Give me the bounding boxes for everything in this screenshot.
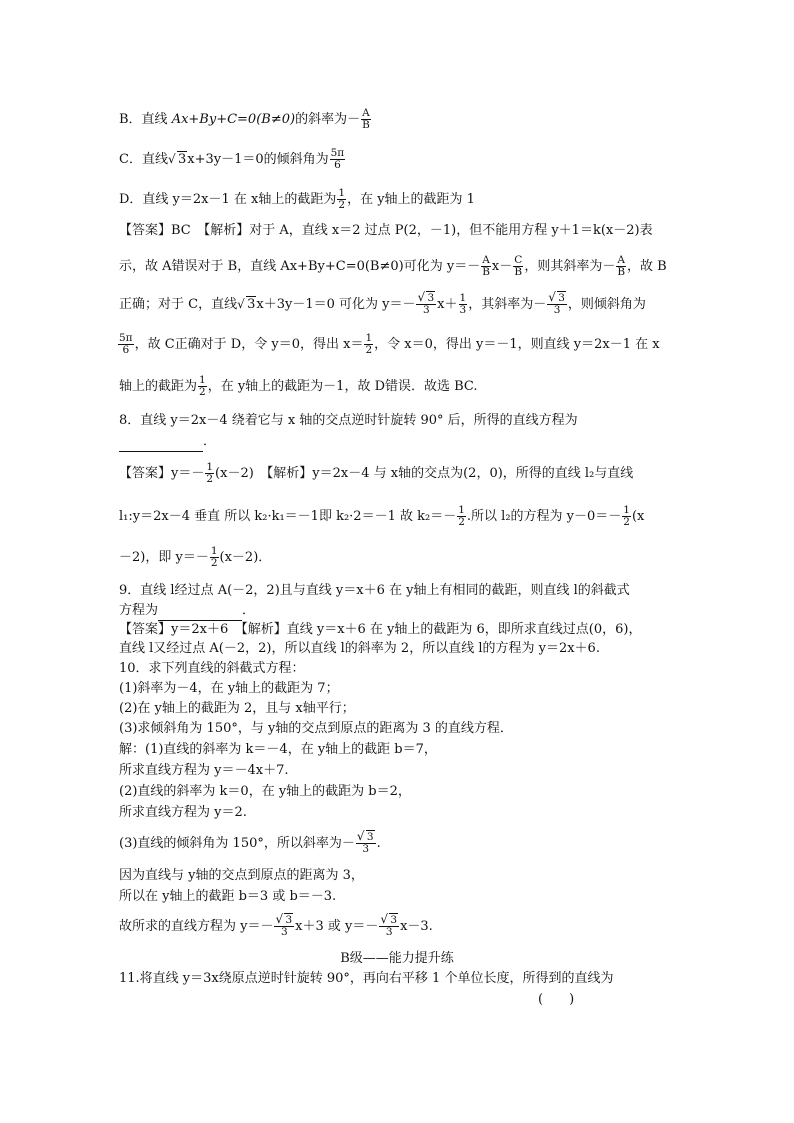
option-c-text: C．直线 <box>119 152 168 167</box>
question-10-part-1: (1)斜率为－4，在 y轴上的截距为 7； <box>119 681 339 696</box>
question-8-line-1: 8．直线 y＝2x－4 绕着它与 x 轴的交点逆时针旋转 90° 后，所得的直线方程为 <box>119 413 578 428</box>
option-c <box>119 148 346 171</box>
sqrt-3: √ 3 <box>168 151 187 169</box>
fraction-sqrt3-over-3: √ $\frac{3}{3}$ <box>379 915 399 938</box>
option-b <box>119 108 372 131</box>
answer-9-line-1: 【答案】y＝2x＋6 【解析】直线 y＝x＋6 在 y轴上的截距为 6，即所求直线过点(0，6)， <box>119 622 642 637</box>
option-d-text: D．直线 y＝2x－1 在 x轴上的截距为 <box>119 192 337 207</box>
option-c-equation: x+3y－1＝0的倾斜角为 <box>187 152 329 167</box>
fraction-sqrt3-over-3: √ $\frac{3}{3}$ <box>356 832 376 855</box>
answer-7-line-5: 轴上的截距为 $\frac{1}{2}$ ，在 y轴上的截距为－1，故 D错误．故选 BC. <box>119 374 478 398</box>
answer-7-line-4: $\frac{5\pi}{6}$ ，故 C正确对于 D，令 y＝0，得出 x＝ $\frac{1}{2}$ ，令 x＝0，得出 y＝－1，则直线 y＝2x－1 在 x <box>119 332 660 356</box>
answer-9-line-2: 直线 l又经过点 A(－2，2)，所以直线 l的斜率为 2，所以直线 l的方程为 y＝2x＋6. <box>119 641 600 656</box>
option-b-equation: Ax+By+C=0(B≠0) <box>171 112 296 127</box>
option-b-label: 的斜率为－ <box>295 112 361 127</box>
option-d-text-2: ，在 y轴上的截距为 1 <box>347 192 475 207</box>
sqrt-3: √ 3 <box>237 296 256 314</box>
question-11: 11.将直线 y＝3x绕原点逆时针旋转 90°，再向右平移 1 个单位长度，所得到的直线为 <box>119 971 614 986</box>
question-10-title: 10．求下列直线的斜截式方程： <box>119 661 305 676</box>
answer-7-line-2: 示，故 A错误对于 B，直线 Ax+By+C=0(B≠0)可化为 y＝－ $\frac{A}{B}$ x－ $\frac{C}{B}$ ，则其斜率为－ $\frac{A}{B}$ ，故 B <box>119 254 667 278</box>
question-9-line-1: 9．直线 l经过点 A(－2，2)且与直线 y＝x＋6 在 y轴上有相同的截距，则直线 l的斜截式 <box>119 583 630 598</box>
fraction-half: $\frac{1}{2}$ <box>365 332 373 356</box>
question-10-part-3: (3)求倾斜角为 150°，与 y轴的交点到原点的距离为 3 的直线方程． <box>119 721 513 736</box>
answer-7-line-1: 【答案】BC 【解析】对于 A，直线 x＝2 过点 P(2，－1)，但不能用方程 y＋1＝k(x－2)表 <box>119 223 653 238</box>
fraction-half: $\frac{1}{2}$ <box>623 504 630 528</box>
fraction-sqrt3-over-3: √ $\frac{3}{3}$ <box>547 293 567 316</box>
fraction-a-over-b: $\frac{A}{B}$ <box>617 254 626 278</box>
solution-line-3: (2)直线的斜率为 k＝0，在 y轴上的截距为 b＝2， <box>119 784 411 799</box>
solution-line-7: 所以在 y轴上的截距 b＝3 或 b＝－3. <box>119 889 337 904</box>
solution-line-5: (3)直线的倾斜角为 150°，所以斜率为－ √ $\frac{3}{3}$ . <box>119 832 381 855</box>
fraction-5pi-over-6: $\frac{5\pi}{6}$ <box>330 147 345 171</box>
fraction-sqrt3-over-3: √ $\frac{3}{3}$ <box>416 293 436 316</box>
fraction-half: $\frac{1}{2}$ <box>338 187 346 211</box>
fraction-half: $\frac{1}{2}$ <box>199 374 206 398</box>
fraction-a-over-b: $\frac{A}{B}$ <box>362 107 370 131</box>
option-d <box>119 188 475 211</box>
question-10-part-2: (2)在 y轴上的截距为 2，且与 x轴平行； <box>119 701 355 716</box>
fraction-half: $\frac{1}{2}$ <box>210 545 218 569</box>
answer-8-line-3: －2)，即 y＝－ $\frac{1}{2}$ (x－2)． <box>119 545 272 569</box>
solution-line-2: 所求直线方程为 y＝－4x＋7. <box>119 763 289 778</box>
answer-parentheses: ( ) <box>538 992 575 1007</box>
answer-8-line-1: 【答案】y＝－ $\frac{1}{2}$ (x－2) 【解析】y＝2x－4 与 x轴的交点为(2，0)，所得的直线 l₂与直线 <box>119 461 634 485</box>
solution-line-1: 解：(1)直线的斜率为 k＝－4，在 y轴上的截距 b＝7， <box>119 742 437 757</box>
answer-blank <box>119 433 203 452</box>
solution-line-6: 因为直线与 y轴的交点到原点的距离为 3， <box>119 868 364 883</box>
answer-blank <box>158 602 242 621</box>
fraction-half: $\frac{1}{2}$ <box>458 504 465 528</box>
answer-7-line-3: 正确；对于 C，直线√ 3x＋3y－1＝0 可化为 y＝－ √ $\frac{3}{3}$ x＋ $\frac{1}{3}$ ，其斜率为－ √ $\frac{3}{3}$ ，则倾斜角为 <box>119 293 646 316</box>
fraction-half: $\frac{1}{2}$ <box>206 461 214 485</box>
question-8-line-2: ． <box>119 433 216 452</box>
fraction-one-third: $\frac{1}{3}$ <box>459 292 467 316</box>
fraction-sqrt3-over-3: √ $\frac{3}{3}$ <box>274 915 294 938</box>
solution-line-8: 故所求的直线方程为 y＝－ √ $\frac{3}{3}$ x＋3 或 y＝－ √ $\frac{3}{3}$ x－3. <box>119 915 433 938</box>
answer-8-line-2: l₁:y＝2x－4 垂直 所以 k₂·k₁＝－1即 k₂·2＝－1 故 k₂＝－ $\frac{1}{2}$ .所以 l₂的方程为 y－0＝－ $\frac{1}{2}$ (x <box>119 504 645 528</box>
fraction-c-over-b: $\frac{C}{B}$ <box>514 254 523 278</box>
fraction-a-over-b: $\frac{A}{B}$ <box>482 254 490 278</box>
fraction-5pi-over-6: $\frac{5\pi}{6}$ <box>119 332 133 356</box>
solution-line-4: 所求直线方程为 y＝2. <box>119 805 247 820</box>
option-b-text: B．直线 <box>119 112 172 127</box>
section-heading: B级——能力提升练 <box>340 951 454 966</box>
question-9-line-2: 方程为 ． <box>119 602 255 621</box>
